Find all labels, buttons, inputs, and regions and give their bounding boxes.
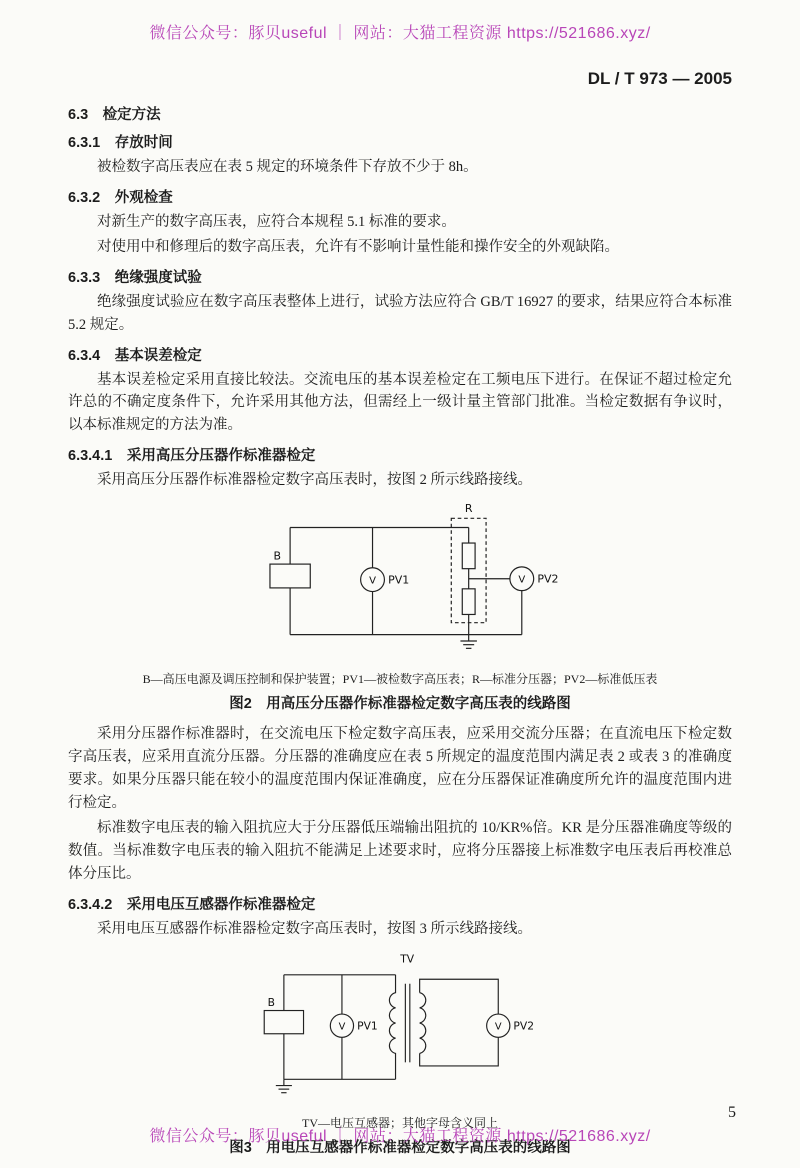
figure2-caption: 图2 用高压分压器作标准器检定数字高压表的线路图	[229, 696, 571, 713]
standard-number: DL / T 973 — 2005	[587, 69, 732, 88]
voltmeter-v-glyph: V	[518, 574, 526, 586]
ground-icon	[276, 1086, 292, 1093]
resistor-lower	[462, 589, 475, 615]
figure3-caption: 图3 用电压互感器作标准器检定数字高压表的线路图	[229, 1140, 571, 1157]
voltmeter-v-glyph: V	[369, 575, 376, 587]
label-pv2: PV2	[537, 572, 559, 586]
wire-secondary-top	[420, 980, 499, 1015]
label-pv1: PV1	[357, 1019, 378, 1033]
figure2-circuit-diagram	[235, 500, 565, 663]
paragraph: 采用分压器作标准器时，在交流电压下检定数字高压表，应采用交流分压器；在直流电压下检定数字高压表，应采用直流分压器。分压器的准确度应在表 5 所规定的温度范围内满足表 2 或表 3 的准确度要求。如果分压器只能在较小的温度范围内保证准确度，应在分压器保证准确度所允许的温度范围内进行检定。	[68, 726, 732, 811]
voltmeter-v-glyph: V	[338, 1021, 346, 1033]
paragraph: 采用高压分压器作标准器检定数字高压表时，按图 2 所示线路接线。	[97, 472, 532, 489]
wire-secondary-bottom	[420, 1038, 499, 1067]
section-heading-6-3: 6.3 检定方法	[68, 107, 161, 123]
ground-icon	[460, 641, 476, 648]
figure2-legend: B—高压电源及调压控制和保护装置；PV1—被检数字高压表；R—标准分压器；PV2—标准低压表	[142, 672, 658, 687]
transformer-primary-coil	[389, 975, 395, 1080]
voltmeter-v-glyph: V	[494, 1021, 502, 1033]
watermark-bottom: 微信公众号：豚贝useful ｜ 网站：大猫工程资源 https://521686.xyz/	[149, 1128, 651, 1145]
label-transformer-tv: TV	[400, 952, 415, 966]
section-heading-6-3-4: 6.3.4 基本误差检定	[68, 347, 202, 364]
figure3-legend: TV—电压互感器；其他字母含义同上	[302, 1116, 498, 1131]
paragraph: 对使用中和修理后的数字高压表，允许有不影响计量性能和操作安全的外观缺陷。	[97, 238, 619, 255]
section-heading-6-3-4-1: 6.3.4.1 采用高压分压器作标准器检定	[68, 448, 316, 465]
section-heading-6-3-1: 6.3.1 存放时间	[68, 135, 173, 151]
paragraph: 被检数字高压表应在表 5 规定的环境条件下存放不少于 8h。	[97, 159, 478, 175]
page-number: 5	[728, 1104, 736, 1121]
resistor-upper	[462, 543, 475, 569]
watermark-top: 微信公众号：豚贝useful ｜ 网站：大猫工程资源 https://521686.xyz/	[149, 25, 651, 42]
paragraph: 基本误差检定采用直接比较法。交流电压的基本误差检定在工频电压下进行。在保证不超过检定允许总的不确定度条件下，允许采用其他方法，但需经上一级计量主管部门批准。当检定数据有争议时，以本标准规定的方法为准。	[68, 371, 732, 434]
section-heading-6-3-3: 6.3.3 绝缘强度试验	[68, 269, 202, 286]
paragraph: 标准数字电压表的输入阻抗应大于分压器低压端输出阻抗的 10/KR%倍。KR 是分压器准确度等级的数值。当标准数字电压表的输入阻抗不能满足上述要求时，应将分压器接上标准数字电压表后再校准总体分压比。	[68, 819, 732, 882]
paragraph: 采用电压互感器作标准器检定数字高压表时，按图 3 所示线路接线。	[97, 920, 532, 937]
source-box	[270, 564, 310, 588]
paragraph: 对新生产的数字高压表，应符合本规程 5.1 标准的要求。	[97, 213, 456, 230]
transformer-secondary-coil	[420, 993, 426, 1054]
section-heading-6-3-4-2: 6.3.4.2 采用电压互感器作标准器检定	[68, 896, 316, 913]
label-source-b: B	[267, 996, 276, 1010]
paragraph: 绝缘强度试验应在数字高压表整体上进行，试验方法应符合 GB/T 16927 的要求，结果应符合本标准 5.2 规定。	[68, 293, 732, 333]
label-source-b: B	[273, 549, 282, 563]
document-content	[68, 103, 732, 1157]
label-pv1: PV1	[388, 573, 410, 587]
label-pv2: PV2	[513, 1019, 535, 1033]
section-heading-6-3-2: 6.3.2 外观检查	[68, 189, 173, 206]
figure-2	[68, 500, 732, 713]
label-divider-r: R	[464, 502, 473, 516]
source-box	[264, 1011, 303, 1034]
figure3-circuit-diagram	[230, 948, 570, 1107]
